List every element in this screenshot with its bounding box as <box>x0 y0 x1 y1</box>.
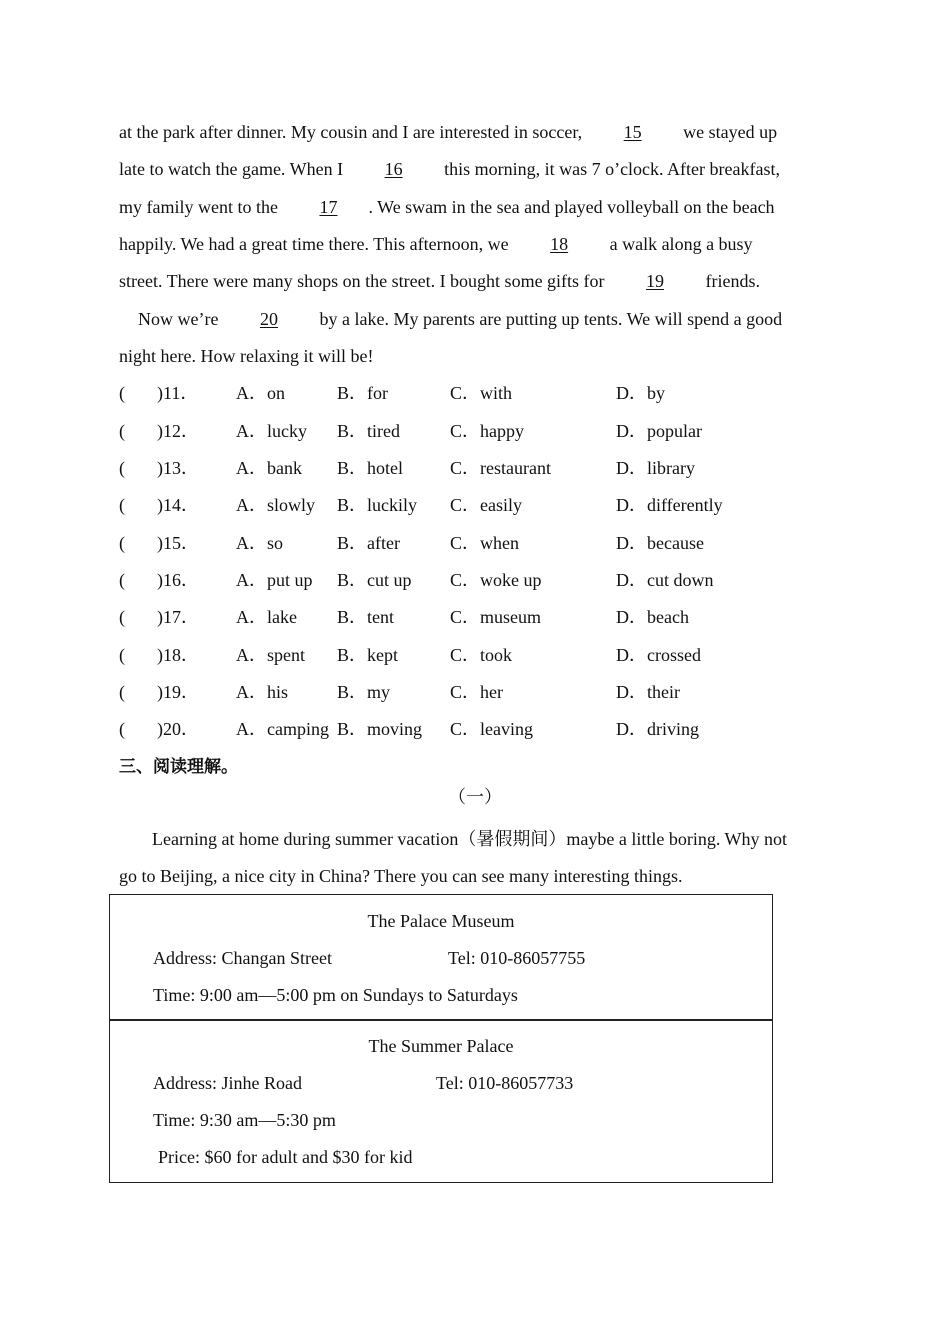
passage-line-6: Now we’re 20 by a lake. My parents are putting up tents. We will spend a good <box>138 309 783 329</box>
passage-line-2: late to watch the game. When I 16 this morning, it was 7 o’clock. After breakfast, <box>119 159 780 179</box>
option-a: A．slowly <box>236 495 316 515</box>
option-b: B．for <box>337 383 388 403</box>
option-b: B．moving <box>337 719 423 739</box>
option-b: B．cut up <box>337 570 412 590</box>
intro-line-1: Learning at home during summer vacation（暑假期间）maybe a little boring. Why not <box>152 829 788 849</box>
option-d: D．by <box>616 383 665 403</box>
section-title: 三、阅读理解。 <box>119 757 238 777</box>
palace-museum-time: Time: 9:00 am—5:00 pm on Sundays to Saturdays <box>153 985 518 1005</box>
intro-line-2: go to Beijing, a nice city in China? There you can see many interesting things. <box>119 866 683 886</box>
question-14: ( )14． A．slowly B．luckily C．easily D．differently <box>119 495 723 515</box>
question-18: ( )18． A．spent B．kept C．took D．crossed <box>119 645 701 665</box>
option-c: C．took <box>450 645 513 665</box>
option-d: D．crossed <box>616 645 701 665</box>
summer-palace-tel: Tel: 010-86057733 <box>436 1073 574 1093</box>
option-d: D．because <box>616 533 704 553</box>
option-a: A．on <box>236 383 285 403</box>
palace-museum-title: The Palace Museum <box>367 911 515 931</box>
blank-20: 20 <box>259 309 278 329</box>
option-c: C．leaving <box>450 719 533 739</box>
question-16: ( )16． A．put up B．cut up C．woke up D．cut down <box>119 570 714 590</box>
option-c: C．restaurant <box>450 458 551 478</box>
summer-palace-title: The Summer Palace <box>368 1036 514 1056</box>
summer-palace-box <box>109 1019 773 1183</box>
option-a: A．his <box>236 682 289 702</box>
option-d: D．library <box>616 458 695 478</box>
passage-line-7: night here. How relaxing it will be! <box>119 346 374 366</box>
blank-17: 17 <box>319 197 338 217</box>
question-13: ( )13． A．bank B．hotel C．restaurant D．library <box>119 458 695 478</box>
passage-line-5: street. There were many shops on the street. I bought some gifts for 19 friends. <box>119 271 761 291</box>
option-d: D．popular <box>616 421 702 441</box>
option-c: C．with <box>450 383 513 403</box>
question-11: ( )11． A．on B．for C．with D．by <box>119 383 665 403</box>
option-a: A．spent <box>236 645 305 665</box>
option-c: C．when <box>450 533 519 553</box>
option-d: D．beach <box>616 607 689 627</box>
summer-palace-time: Time: 9:30 am—5:30 pm <box>153 1110 336 1130</box>
passage-line-4: happily. We had a great time there. This afternoon, we 18 a walk along a busy <box>119 234 753 254</box>
option-a: A．so <box>236 533 284 553</box>
question-20: ( )20． A．camping B．moving C．leaving D．driving <box>119 719 699 739</box>
question-15: ( )15． A．so B．after C．when D．because <box>119 533 704 553</box>
option-b: B．my <box>337 682 391 702</box>
palace-museum-tel: Tel: 010-86057755 <box>448 948 586 968</box>
blank-15: 15 <box>623 122 642 142</box>
option-d: D．differently <box>616 495 723 515</box>
option-d: D．cut down <box>616 570 714 590</box>
blank-16: 16 <box>384 159 403 179</box>
passage-line-1: at the park after dinner. My cousin and I are interested in soccer, 15 we stayed up <box>119 122 778 142</box>
option-b: B．kept <box>337 645 398 665</box>
option-a: A．bank <box>236 458 302 478</box>
palace-museum-address: Address: Changan Street <box>153 948 332 968</box>
option-a: A．put up <box>236 570 313 590</box>
option-c: C．museum <box>450 607 542 627</box>
question-12: ( )12． A．lucky B．tired C．happy D．popular <box>119 421 702 441</box>
summer-palace-address: Address: Jinhe Road <box>153 1073 302 1093</box>
option-b: B．hotel <box>337 458 403 478</box>
option-b: B．luckily <box>337 495 417 515</box>
summer-palace-price: Price: $60 for adult and $30 for kid <box>158 1147 413 1167</box>
option-c: C．easily <box>450 495 522 515</box>
palace-museum-box <box>109 894 773 1021</box>
option-c: C．woke up <box>450 570 542 590</box>
option-b: B．tired <box>337 421 400 441</box>
option-a: A．lucky <box>236 421 307 441</box>
passage-line-3: my family went to the 17 . We swam in the sea and played volleyball on the beach <box>119 197 775 217</box>
option-a: A．camping <box>236 719 329 739</box>
option-b: B．after <box>337 533 400 553</box>
option-d: D．their <box>616 682 680 702</box>
option-d: D．driving <box>616 719 699 739</box>
option-a: A．lake <box>236 607 297 627</box>
option-b: B．tent <box>337 607 394 627</box>
option-c: C．happy <box>450 421 524 441</box>
option-c: C．her <box>450 682 503 702</box>
question-19: ( )19． A．his B．my C．her D．their <box>119 682 680 702</box>
blank-18: 18 <box>550 234 569 254</box>
question-17: ( )17． A．lake B．tent C．museum D．beach <box>119 607 689 627</box>
blank-19: 19 <box>646 271 665 291</box>
passage-subtitle: （一） <box>448 787 502 807</box>
